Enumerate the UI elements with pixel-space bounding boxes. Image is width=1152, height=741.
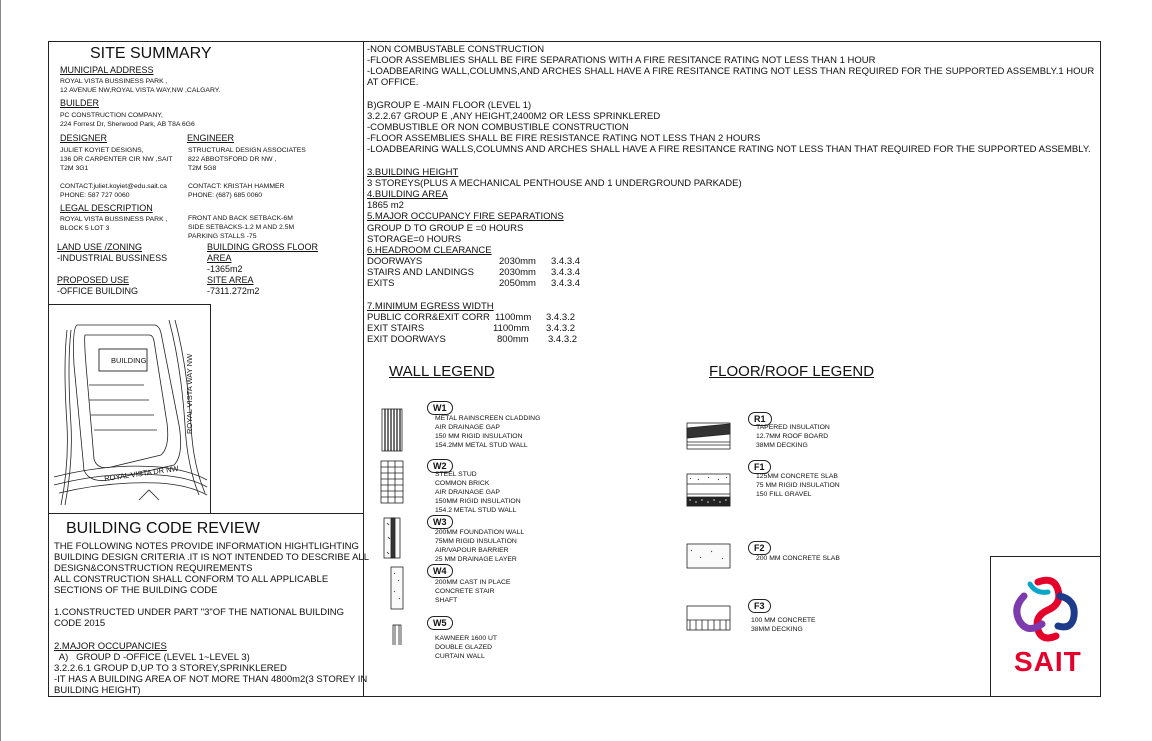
floor-f1-line: 150 FILL GRAVEL (756, 491, 812, 498)
headroom-item: EXITS (367, 278, 395, 289)
wall-w2-line: STEEL STUD (435, 471, 477, 478)
floor-tag-f3: F3 (748, 599, 771, 613)
egress-ref: 3.4.3.2 (548, 334, 578, 345)
wall-w3-line: 75MM RIGID INSULATION (435, 538, 517, 545)
egress-value: 1100mm (495, 312, 532, 323)
floor-r1-line: 12.7MM ROOF BOARD (756, 433, 829, 440)
note-line: AT OFFICE. (367, 77, 419, 88)
code-review-line: CODE 2015 (54, 618, 106, 629)
headroom-ref: 3.4.3.4 (551, 278, 581, 289)
sait-logo-icon (1008, 574, 1084, 646)
code-review-line: ALL CONSTRUCTION SHALL CONFORM TO ALL APPLICABLE (54, 574, 329, 585)
code-review-line: BUILDING HEIGHT) (54, 685, 141, 696)
legal-line: ROYAL VISTA BUSSINESS PARK , (60, 216, 168, 223)
designer-phone: PHONE: 587 727 0060 (60, 192, 130, 199)
floor-f2-line: 200 MM CONCRETE SLAB (756, 555, 840, 562)
headroom-item: DOORWAYS (367, 256, 423, 267)
note-line: B)GROUP E -MAIN FLOOR (LEVEL 1) (367, 100, 532, 111)
sait-logo-text: SAIT (1014, 646, 1082, 677)
wall-tag-w3: W3 (427, 515, 453, 529)
designer-line: 136 DR CARPENTER CIR NW ,SAIT (60, 156, 173, 163)
engineer-line: T2M 5G8 (188, 165, 217, 172)
code-review-line: A) GROUP D -OFFICE (LEVEL 1~LEVEL 3) (54, 652, 250, 663)
headroom-value: 2030mm (499, 267, 536, 278)
building-height-value: 3 STOREYS(PLUS A MECHANICAL PENTHOUSE AND 1 UNDERGROUND PARKADE) (367, 178, 742, 189)
designer-line: JULIET KOYIET DESIGNS, (60, 147, 144, 154)
note-line: -FLOOR ASSEMBLIES SHALL BE FIRE SEPARATIONS WITH A FIRE RESITANCE RATING NOT LESS THAN 1 HOUR (367, 55, 876, 66)
code-review-title: BUILDING CODE REVIEW (66, 520, 260, 537)
gross-floor-area-label: AREA (207, 253, 232, 263)
egress-ref: 3.4.3.2 (546, 323, 576, 334)
wall-w1-line: METAL RAINSCREEN CLADDING (435, 415, 541, 422)
site-area-label: SITE AREA (207, 275, 254, 285)
wall-w5-line: CURTAIN WALL (435, 653, 485, 660)
note-line: -LOADBEARING WALL,COLUMNS,AND ARCHES SHALL HAVE A FIRE RESITANCE RATING NOT LESS THAN REQUIRED FOR THE SUPPORTED ASSEMBLY.1 HOUR (367, 66, 1095, 77)
code-review-line: SECTIONS OF THE BUILDING CODE (54, 585, 218, 596)
wall-w2-line: 150MM RIGID INSULATION (435, 498, 521, 505)
engineer-line: STRUCTURAL DESIGN ASSOCIATES (188, 147, 306, 154)
builder-line: 224 Forrest Dr, Sherwood Park, AB T8A 6G6 (60, 121, 195, 128)
engineer-phone: PHONE: (687) 685 0060 (188, 192, 263, 199)
gross-floor-area-value: -1365m2 (207, 264, 243, 274)
fire-separations-heading: 5.MAJOR OCCUPANCY FIRE SEPARATIONS (367, 211, 564, 222)
engineer-contact: CONTACT: KRISTAH HAMMER (188, 183, 285, 190)
legal-line: BLOCK 5 LOT 3 (60, 225, 110, 232)
engineer-line: 822 ABBOTSFORD DR NW , (188, 156, 277, 163)
builder-label: BUILDER (60, 98, 100, 108)
floor-tag-f2: F2 (748, 541, 771, 555)
code-review-line: 3.2.2.6.1 GROUP D,UP TO 3 STOREY,SPRINKLERED (54, 663, 287, 674)
headroom-item: STAIRS AND LANDINGS (367, 267, 474, 278)
gross-floor-area-label: BUILDING GROSS FLOOR (207, 242, 319, 252)
note-line: -FLOOR ASSEMBLIES SHALL BE FIRE RESISTANCE RATING NOT LESS THAN 2 HOURS (367, 133, 761, 144)
wall-tag-w2: W2 (427, 459, 453, 473)
site-summary-title: SITE SUMMARY (90, 45, 212, 62)
municipal-address-line: ROYAL VISTA BUSSINESS PARK , (60, 78, 168, 85)
setback-line: PARKING STALLS -75 (188, 233, 257, 240)
note-line: -NON COMBUSTABLE CONSTRUCTION (367, 44, 545, 55)
site-plan-building-label: BUILDING (111, 356, 147, 365)
column-divider (363, 41, 364, 697)
street-label-vertical: ROYAL VISTA WAY NW (185, 353, 194, 434)
wall-tag-w5: W5 (427, 616, 453, 630)
designer-line: T2M 3G1 (60, 165, 89, 172)
designer-contact: CONTACT:juliet.koyiet@edu.sait.ca (60, 183, 167, 190)
proposed-use-label: PROPOSED USE (57, 275, 130, 285)
fire-separation-line: GROUP D TO GROUP E =0 HOURS (367, 223, 524, 234)
egress-heading: 7.MINIMUM EGRESS WIDTH (367, 301, 494, 312)
building-area-heading: 4.BUILDING AREA (367, 189, 448, 200)
floor-f1-line: 125MM CONCRETE SLAB (756, 473, 838, 480)
wall-w3-line: AIR/VAPOUR BARRIER (435, 547, 509, 554)
setback-line: FRONT AND BACK SETBACK-6M (188, 215, 293, 222)
wall-tag-w4: W4 (427, 564, 453, 578)
wall-w3-line: 25 MM DRAINAGE LAYER (435, 556, 517, 563)
note-line: -LOADBEARING WALLS,COLUMNS AND ARCHES SHALL HAVE A FIRE RESITANCE RATING NOT LESS THAN THAT REQUIRED FOR THE SUPPORTED ASSEMBLY. (367, 144, 1091, 155)
code-review-line: THE FOLLOWING NOTES PROVIDE INFORMATION HIGHTLIGHTING (54, 541, 359, 552)
setback-line: SIDE SETBACKS-1.2 M AND 2.5M (188, 224, 295, 231)
headroom-value: 2050mm (499, 278, 536, 289)
wall-w2-line: 154.2 METAL STUD WALL (435, 507, 517, 514)
floor-r1-line: TAPERED INSULATION (756, 424, 830, 431)
code-review-line: DESIGN&CONSTRUCTION REQUIREMENTS (54, 563, 253, 574)
land-use-label: LAND USE /ZONING (57, 242, 143, 252)
builder-line: PC CONSTRUCTION COMPANY, (60, 112, 163, 119)
engineer-label: ENGINEER (187, 133, 235, 143)
floor-f1-line: 75 MM RIGID INSULATION (756, 482, 840, 489)
designer-label: DESIGNER (60, 133, 108, 143)
wall-w2-line: COMMON BRICK (435, 480, 490, 487)
egress-value: 800mm (497, 334, 529, 345)
wall-w4-line: SHAFT (435, 597, 458, 604)
code-review-line: 2.MAJOR OCCUPANCIES (54, 641, 167, 652)
legal-description-label: LEGAL DESCRIPTION (60, 203, 153, 213)
headroom-ref: 3.4.3.4 (551, 256, 581, 267)
wall-w5-line: DOUBLE GLAZED (435, 644, 493, 651)
wall-w4-line: CONCRETE STAIR (435, 588, 495, 595)
floor-r1-line: 38MM DECKING (756, 442, 808, 449)
headroom-value: 2030mm (499, 256, 536, 267)
floor-f3-line: 38MM DECKING (751, 626, 803, 633)
fire-separation-line: STORAGE=0 HOURS (367, 234, 462, 245)
headroom-ref: 3.4.3.4 (551, 267, 581, 278)
wall-w2-line: AIR DRAINAGE GAP (435, 489, 500, 496)
egress-ref: 3.4.3.2 (546, 312, 576, 323)
municipal-address-label: MUNICIPAL ADDRESS (60, 65, 154, 75)
floor-roof-legend-title: FLOOR/ROOF LEGEND (709, 363, 875, 380)
building-area-value: 1865 m2 (367, 200, 404, 211)
municipal-address-line: 12 AVENUE NW,ROYAL VISTA WAY,NW ,CALGARY. (60, 87, 221, 94)
proposed-use-value: -OFFICE BUILDING (57, 286, 139, 296)
note-line: -COMBUSTIBLE OR NON COMBUSTIBLE CONSTRUCTION (367, 122, 629, 133)
egress-value: 1100mm (493, 323, 530, 334)
egress-item: EXIT DOORWAYS (367, 334, 446, 345)
wall-legend-swatches (380, 405, 406, 645)
floor-legend-swatches (686, 420, 732, 635)
wall-w4-line: 200MM CAST IN PLACE (435, 579, 511, 586)
wall-w3-line: 200MM FOUNDATION WALL (435, 529, 525, 536)
floor-tag-f1: F1 (748, 460, 771, 474)
wall-legend-title: WALL LEGEND (389, 363, 495, 380)
wall-w5-line: KAWNEER 1600 UT (435, 635, 498, 642)
wall-w1-line: 150 MM RIGID INSULATION (435, 433, 523, 440)
viewer-edge (0, 0, 1, 741)
site-plan-right-border (210, 304, 211, 513)
floor-f3-line: 100 MM CONCRETE (751, 617, 816, 624)
street-label-bottom: ROYAL VISTA DR NW (103, 463, 180, 484)
code-review-line: 1.CONSTRUCTED UNDER PART "3"OF THE NATIONAL BUILDING (54, 607, 345, 618)
wall-tag-w1: W1 (427, 401, 453, 415)
note-line: 3.2.2.67 GROUP E ,ANY HEIGHT,2400M2 OR LESS SPRINKLERED (367, 111, 661, 122)
floor-tag-r1: R1 (748, 412, 772, 426)
code-review-line: -IT HAS A BUILDING AREA OF NOT MORE THAN 4800m2(3 STOREY IN (54, 674, 368, 685)
land-use-value: -INDUSTRIAL BUSSINESS (57, 253, 168, 263)
code-review-top-border (48, 513, 363, 514)
headroom-heading: 6.HEADROOM CLEARANCE (367, 245, 492, 256)
building-height-heading: 3.BUILDING HEIGHT (367, 167, 459, 178)
code-review-line: BUILDING DESIGN CRITERIA .IT IS NOT INTENDED TO DESCRIBE ALL (54, 552, 369, 563)
egress-item: PUBLIC CORR&EXIT CORR (367, 312, 490, 323)
egress-item: EXIT STAIRS (367, 323, 425, 334)
wall-w1-line: AIR DRAINAGE GAP (435, 424, 500, 431)
site-area-value: -7311.272m2 (207, 286, 260, 296)
wall-w1-line: 154.2MM METAL STUD WALL (435, 442, 528, 449)
